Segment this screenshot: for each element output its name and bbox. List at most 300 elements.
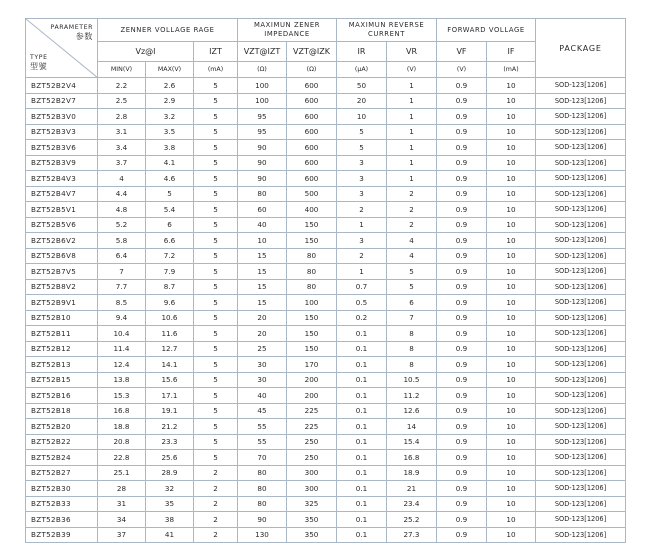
if-cell: 10	[487, 93, 536, 109]
parameter-label: PARAMETER 参数	[50, 24, 93, 41]
vz-max-cell: 12.7	[146, 341, 194, 357]
vz-min-cell: 15.3	[98, 388, 146, 404]
table-row	[26, 434, 626, 450]
table-row	[26, 202, 626, 218]
zzt-unit: (Ω)	[238, 62, 287, 78]
package-cell: SOD-123[1206]	[536, 171, 626, 187]
vr-cell: 10.5	[387, 372, 437, 388]
zzt-cell: 60	[238, 202, 287, 218]
table-row	[26, 109, 626, 125]
zzk-cell: 400	[287, 202, 337, 218]
vr-cell: 5	[387, 279, 437, 295]
vz-max-cell: 23.3	[146, 434, 194, 450]
zzk-cell: 350	[287, 512, 337, 528]
izt-cell: 5	[194, 264, 238, 280]
izt-cell: 2	[194, 481, 238, 497]
package-cell: SOD-123[1206]	[536, 124, 626, 140]
vz-max-cell: 17.1	[146, 388, 194, 404]
package-header: PACKAGE	[536, 19, 626, 78]
vz-max-cell: 19.1	[146, 403, 194, 419]
package-cell: SOD-123[1206]	[536, 248, 626, 264]
izt-cell: 5	[194, 202, 238, 218]
vf-cell: 0.9	[437, 217, 487, 233]
ir-cell: 0.1	[337, 527, 387, 543]
zzk-cell: 600	[287, 109, 337, 125]
package-cell: SOD-123[1206]	[536, 310, 626, 326]
type-cell: BZT52B5V6	[26, 217, 98, 233]
package-cell: SOD-123[1206]	[536, 78, 626, 94]
zzt-cell: 95	[238, 109, 287, 125]
package-cell: SOD-123[1206]	[536, 403, 626, 419]
zzk-cell: 80	[287, 264, 337, 280]
izt-cell: 5	[194, 341, 238, 357]
vr-cell: 1	[387, 140, 437, 156]
zzt-cell: 90	[238, 171, 287, 187]
zener-diode-spec-table	[25, 18, 626, 543]
ir-cell: 5	[337, 124, 387, 140]
vf-cell: 0.9	[437, 279, 487, 295]
if-unit: (mA)	[487, 62, 536, 78]
ir-cell: 0.1	[337, 388, 387, 404]
izt-cell: 5	[194, 140, 238, 156]
parameter-type-corner-cell	[26, 19, 98, 78]
if-cell: 10	[487, 372, 536, 388]
if-cell: 10	[487, 124, 536, 140]
izt-cell: 2	[194, 496, 238, 512]
vz-min-cell: 9.4	[98, 310, 146, 326]
vz-min-cell: 13.8	[98, 372, 146, 388]
zzt-cell: 15	[238, 248, 287, 264]
type-cell: BZT52B6V2	[26, 233, 98, 249]
zzk-cell: 170	[287, 357, 337, 373]
vz-max-cell: 38	[146, 512, 194, 528]
zzt-cell: 80	[238, 186, 287, 202]
vf-cell: 0.9	[437, 481, 487, 497]
package-cell: SOD-123[1206]	[536, 233, 626, 249]
vf-cell: 0.9	[437, 202, 487, 218]
zzt-cell: 30	[238, 372, 287, 388]
zzt-cell: 40	[238, 388, 287, 404]
vr-cell: 15.4	[387, 434, 437, 450]
vr-unit: (V)	[387, 62, 437, 78]
vf-cell: 0.9	[437, 109, 487, 125]
vz-max-cell: 15.6	[146, 372, 194, 388]
table-row	[26, 341, 626, 357]
type-cell: BZT52B8V2	[26, 279, 98, 295]
ir-cell: 0.1	[337, 419, 387, 435]
vz-min-cell: 28	[98, 481, 146, 497]
zzt-cell: 40	[238, 217, 287, 233]
izt-cell: 5	[194, 310, 238, 326]
vz-max-cell: 3.5	[146, 124, 194, 140]
izt-cell: 5	[194, 403, 238, 419]
ir-cell: 20	[337, 93, 387, 109]
package-cell: SOD-123[1206]	[536, 496, 626, 512]
type-cell: BZT52B4V7	[26, 186, 98, 202]
table-row	[26, 372, 626, 388]
package-cell: SOD-123[1206]	[536, 357, 626, 373]
vr-cell: 18.9	[387, 465, 437, 481]
zzk-subheader: VZT@IZK	[287, 42, 337, 62]
spec-table-body	[26, 78, 626, 543]
zzt-cell: 100	[238, 93, 287, 109]
table-row	[26, 78, 626, 94]
if-cell: 10	[487, 357, 536, 373]
vf-cell: 0.9	[437, 140, 487, 156]
zzt-cell: 70	[238, 450, 287, 466]
vz-min-cell: 20.8	[98, 434, 146, 450]
vr-cell: 1	[387, 171, 437, 187]
if-cell: 10	[487, 155, 536, 171]
max-reverse-current-header: MAXIMUN REVERSE CURRENT	[337, 19, 437, 42]
vr-cell: 8	[387, 326, 437, 342]
vz-min-cell: 3.4	[98, 140, 146, 156]
ir-cell: 0.1	[337, 496, 387, 512]
vz-subheader: Vz@I	[98, 42, 194, 62]
vr-cell: 14	[387, 419, 437, 435]
zzt-cell: 30	[238, 357, 287, 373]
table-row	[26, 93, 626, 109]
if-cell: 10	[487, 171, 536, 187]
vz-max-cell: 5.4	[146, 202, 194, 218]
vr-cell: 27.3	[387, 527, 437, 543]
zzt-cell: 90	[238, 512, 287, 528]
vf-cell: 0.9	[437, 264, 487, 280]
table-row	[26, 357, 626, 373]
vz-max-cell: 8.7	[146, 279, 194, 295]
zzt-cell: 80	[238, 465, 287, 481]
zzt-cell: 55	[238, 419, 287, 435]
table-row	[26, 450, 626, 466]
zzk-cell: 200	[287, 388, 337, 404]
vf-cell: 0.9	[437, 233, 487, 249]
vz-min-cell: 4.8	[98, 202, 146, 218]
ir-cell: 0.1	[337, 434, 387, 450]
izt-cell: 5	[194, 78, 238, 94]
vz-min-cell: 7.7	[98, 279, 146, 295]
zzt-cell: 45	[238, 403, 287, 419]
vf-cell: 0.9	[437, 465, 487, 481]
if-cell: 10	[487, 465, 536, 481]
vz-max-cell: 25.6	[146, 450, 194, 466]
vz-max-cell: 6.6	[146, 233, 194, 249]
vz-max-cell: 10.6	[146, 310, 194, 326]
vr-cell: 12.6	[387, 403, 437, 419]
vz-min-cell: 6.4	[98, 248, 146, 264]
vz-min-cell: 2.5	[98, 93, 146, 109]
vr-cell: 6	[387, 295, 437, 311]
package-cell: SOD-123[1206]	[536, 450, 626, 466]
vr-cell: 8	[387, 341, 437, 357]
ir-cell: 3	[337, 186, 387, 202]
vz-min-cell: 12.4	[98, 357, 146, 373]
vr-cell: 1	[387, 124, 437, 140]
package-cell: SOD-123[1206]	[536, 217, 626, 233]
vz-max-cell: 3.2	[146, 109, 194, 125]
type-cell: BZT52B2V4	[26, 78, 98, 94]
izt-cell: 5	[194, 279, 238, 295]
zzk-cell: 600	[287, 124, 337, 140]
vr-cell: 2	[387, 217, 437, 233]
zzt-cell: 25	[238, 341, 287, 357]
package-cell: SOD-123[1206]	[536, 481, 626, 497]
izt-cell: 5	[194, 248, 238, 264]
vz-max-cell: 11.6	[146, 326, 194, 342]
if-cell: 10	[487, 295, 536, 311]
zzk-cell: 300	[287, 465, 337, 481]
zzt-cell: 80	[238, 496, 287, 512]
zzk-unit: (Ω)	[287, 62, 337, 78]
package-cell: SOD-123[1206]	[536, 434, 626, 450]
type-cell: BZT52B16	[26, 388, 98, 404]
vf-cell: 0.9	[437, 155, 487, 171]
vr-cell: 4	[387, 248, 437, 264]
if-cell: 10	[487, 496, 536, 512]
izt-cell: 5	[194, 171, 238, 187]
izt-cell: 5	[194, 357, 238, 373]
ir-cell: 0.1	[337, 512, 387, 528]
ir-cell: 50	[337, 78, 387, 94]
vz-max-cell: 41	[146, 527, 194, 543]
zzt-cell: 100	[238, 78, 287, 94]
vr-cell: 1	[387, 155, 437, 171]
table-row	[26, 465, 626, 481]
table-row	[26, 295, 626, 311]
type-cell: BZT52B3V3	[26, 124, 98, 140]
vz-max-cell: 14.1	[146, 357, 194, 373]
vz-min-cell: 2.8	[98, 109, 146, 125]
package-cell: SOD-123[1206]	[536, 264, 626, 280]
vz-min-cell: 7	[98, 264, 146, 280]
type-cell: BZT52B5V1	[26, 202, 98, 218]
vr-cell: 2	[387, 202, 437, 218]
type-cell: BZT52B22	[26, 434, 98, 450]
vf-cell: 0.9	[437, 78, 487, 94]
vf-cell: 0.9	[437, 341, 487, 357]
zzk-cell: 600	[287, 171, 337, 187]
vr-cell: 1	[387, 109, 437, 125]
package-cell: SOD-123[1206]	[536, 279, 626, 295]
table-row	[26, 512, 626, 528]
izt-cell: 5	[194, 217, 238, 233]
table-row	[26, 124, 626, 140]
zzk-cell: 80	[287, 279, 337, 295]
zzt-cell: 130	[238, 527, 287, 543]
type-label: TYPE 型號	[30, 54, 48, 71]
type-cell: BZT52B12	[26, 341, 98, 357]
table-row	[26, 326, 626, 342]
vz-max-cell: 7.2	[146, 248, 194, 264]
ir-cell: 0.1	[337, 357, 387, 373]
zzk-cell: 350	[287, 527, 337, 543]
table-row	[26, 527, 626, 543]
vr-cell: 11.2	[387, 388, 437, 404]
vr-cell: 1	[387, 78, 437, 94]
ir-cell: 0.1	[337, 465, 387, 481]
table-row	[26, 496, 626, 512]
table-row	[26, 140, 626, 156]
type-cell: BZT52B27	[26, 465, 98, 481]
izt-cell: 5	[194, 326, 238, 342]
zzt-cell: 55	[238, 434, 287, 450]
if-subheader: IF	[487, 42, 536, 62]
package-cell: SOD-123[1206]	[536, 372, 626, 388]
vz-max-cell: 32	[146, 481, 194, 497]
izt-cell: 5	[194, 419, 238, 435]
zzk-cell: 150	[287, 217, 337, 233]
table-row	[26, 310, 626, 326]
vr-cell: 7	[387, 310, 437, 326]
vf-cell: 0.9	[437, 527, 487, 543]
type-cell: BZT52B33	[26, 496, 98, 512]
package-cell: SOD-123[1206]	[536, 295, 626, 311]
type-cell: BZT52B7V5	[26, 264, 98, 280]
table-row	[26, 388, 626, 404]
type-cell: BZT52B6V8	[26, 248, 98, 264]
zzt-cell: 80	[238, 481, 287, 497]
if-cell: 10	[487, 481, 536, 497]
vz-min-cell: 11.4	[98, 341, 146, 357]
zzk-cell: 325	[287, 496, 337, 512]
ir-unit: (μA)	[337, 62, 387, 78]
zzk-cell: 150	[287, 233, 337, 249]
if-cell: 10	[487, 279, 536, 295]
vz-min-cell: 8.5	[98, 295, 146, 311]
zzk-cell: 225	[287, 403, 337, 419]
if-cell: 10	[487, 403, 536, 419]
ir-cell: 0.5	[337, 295, 387, 311]
ir-cell: 3	[337, 171, 387, 187]
vz-min-cell: 25.1	[98, 465, 146, 481]
type-cell: BZT52B30	[26, 481, 98, 497]
type-cell: BZT52B20	[26, 419, 98, 435]
if-cell: 10	[487, 109, 536, 125]
ir-cell: 3	[337, 155, 387, 171]
table-row	[26, 186, 626, 202]
max-unit: MAX(V)	[146, 62, 194, 78]
zzk-cell: 200	[287, 372, 337, 388]
zzk-cell: 150	[287, 310, 337, 326]
vf-subheader: VF	[437, 42, 487, 62]
table-row	[26, 248, 626, 264]
zzk-cell: 300	[287, 481, 337, 497]
vf-unit: (V)	[437, 62, 487, 78]
izt-cell: 2	[194, 512, 238, 528]
vr-subheader: VR	[387, 42, 437, 62]
if-cell: 10	[487, 326, 536, 342]
if-cell: 10	[487, 233, 536, 249]
type-cell: BZT52B3V9	[26, 155, 98, 171]
vz-max-cell: 9.6	[146, 295, 194, 311]
vz-min-cell: 18.8	[98, 419, 146, 435]
vf-cell: 0.9	[437, 310, 487, 326]
vz-max-cell: 4.1	[146, 155, 194, 171]
zzk-cell: 150	[287, 341, 337, 357]
zzk-cell: 500	[287, 186, 337, 202]
izt-cell: 5	[194, 233, 238, 249]
type-cell: BZT52B18	[26, 403, 98, 419]
type-cell: BZT52B4V3	[26, 171, 98, 187]
vz-max-cell: 35	[146, 496, 194, 512]
ir-cell: 5	[337, 140, 387, 156]
package-cell: SOD-123[1206]	[536, 326, 626, 342]
ir-cell: 0.1	[337, 450, 387, 466]
vf-cell: 0.9	[437, 124, 487, 140]
zzk-cell: 600	[287, 78, 337, 94]
vf-cell: 0.9	[437, 419, 487, 435]
vr-cell: 8	[387, 357, 437, 373]
type-cell: BZT52B15	[26, 372, 98, 388]
ir-cell: 0.1	[337, 372, 387, 388]
vz-min-cell: 5.2	[98, 217, 146, 233]
if-cell: 10	[487, 434, 536, 450]
vz-min-cell: 31	[98, 496, 146, 512]
vz-max-cell: 7.9	[146, 264, 194, 280]
type-cell: BZT52B11	[26, 326, 98, 342]
type-cell: BZT52B39	[26, 527, 98, 543]
package-cell: SOD-123[1206]	[536, 527, 626, 543]
if-cell: 10	[487, 527, 536, 543]
zzt-cell: 15	[238, 279, 287, 295]
package-cell: SOD-123[1206]	[536, 341, 626, 357]
type-cell: BZT52B2V7	[26, 93, 98, 109]
package-cell: SOD-123[1206]	[536, 155, 626, 171]
if-cell: 10	[487, 512, 536, 528]
vz-min-cell: 4	[98, 171, 146, 187]
if-cell: 10	[487, 388, 536, 404]
ir-cell: 1	[337, 264, 387, 280]
vf-cell: 0.9	[437, 388, 487, 404]
ir-cell: 0.7	[337, 279, 387, 295]
table-row	[26, 233, 626, 249]
vz-min-cell: 22.8	[98, 450, 146, 466]
izt-subheader: IZT	[194, 42, 238, 62]
table-row	[26, 171, 626, 187]
ir-cell: 0.2	[337, 310, 387, 326]
zzk-cell: 80	[287, 248, 337, 264]
vr-cell: 1	[387, 93, 437, 109]
vf-cell: 0.9	[437, 434, 487, 450]
zzt-cell: 15	[238, 295, 287, 311]
vf-cell: 0.9	[437, 450, 487, 466]
vz-max-cell: 2.6	[146, 78, 194, 94]
vz-min-cell: 16.8	[98, 403, 146, 419]
izt-cell: 5	[194, 388, 238, 404]
ir-cell: 2	[337, 248, 387, 264]
package-cell: SOD-123[1206]	[536, 388, 626, 404]
package-cell: SOD-123[1206]	[536, 109, 626, 125]
vz-min-cell: 5.8	[98, 233, 146, 249]
izt-cell: 5	[194, 186, 238, 202]
vf-cell: 0.9	[437, 295, 487, 311]
type-cell: BZT52B10	[26, 310, 98, 326]
package-cell: SOD-123[1206]	[536, 140, 626, 156]
ir-cell: 0.1	[337, 403, 387, 419]
table-row	[26, 403, 626, 419]
if-cell: 10	[487, 341, 536, 357]
izt-unit: (mA)	[194, 62, 238, 78]
ir-cell: 0.1	[337, 341, 387, 357]
vz-max-cell: 2.9	[146, 93, 194, 109]
if-cell: 10	[487, 217, 536, 233]
ir-cell: 0.1	[337, 481, 387, 497]
izt-cell: 5	[194, 434, 238, 450]
zzk-cell: 100	[287, 295, 337, 311]
table-row	[26, 279, 626, 295]
package-cell: SOD-123[1206]	[536, 465, 626, 481]
forward-voltage-header: FORWARD VOLLAGE	[437, 19, 536, 42]
if-cell: 10	[487, 419, 536, 435]
